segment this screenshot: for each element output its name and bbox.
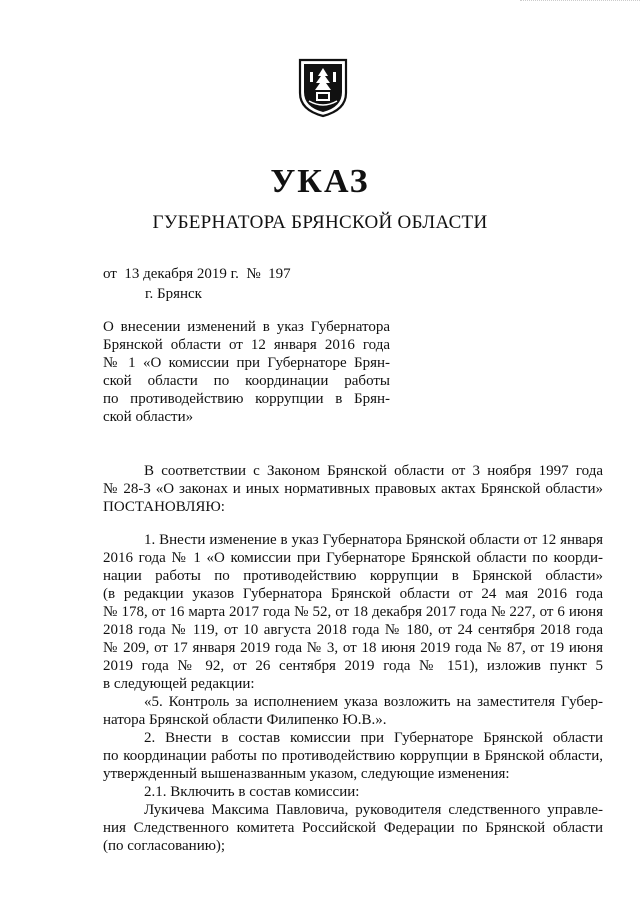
body-line: 2016 года № 1 «О комиссии при Губернаторе Брянской области по коорди-: [103, 550, 603, 566]
subject-line: ской области по координации работы: [103, 373, 390, 389]
preamble-line: В соответствии с Законом Брянской области от 3 ноября 1997 года: [144, 463, 603, 479]
subject-line: по противодействию коррупции в Брян-: [103, 391, 390, 407]
body-line: натора Брянской области Филипенко Ю.В.».: [103, 712, 387, 728]
body-line: Лукичева Максима Павловича, руководителя следственного управле-: [144, 802, 603, 818]
body-line: № 178, от 16 марта 2017 года № 52, от 18 декабря 2017 года № 227, от 6 июня: [103, 604, 603, 620]
subject-line: ской области»: [103, 409, 194, 425]
body-line: нации работы по противодействию коррупции в Брянской области»: [103, 568, 603, 584]
body-line: утвержденный вышеназванным указом, следующие изменения:: [103, 766, 510, 782]
body-line: по координации работы по противодействию коррупции в Брянской области,: [103, 748, 603, 764]
document-title: УКАЗ: [270, 163, 370, 200]
body-line: 2. Внести в состав комиссии при Губернаторе Брянской области: [144, 730, 603, 746]
top-edge-marks: [520, 0, 640, 5]
document-subject: [103, 318, 390, 426]
preamble-line: № 28-З «О законах и иных нормативных правовых актах Брянской области»: [103, 481, 603, 497]
body-line: 2.1. Включить в состав комиссии:: [144, 784, 360, 800]
body-line: № 209, от 17 января 2019 года № 3, от 18 июня 2019 года № 87, от 19 июня: [103, 640, 603, 656]
document-city: г. Брянск: [145, 286, 202, 302]
subject-line: Брянской области от 12 января 2016 года: [103, 337, 390, 353]
document-date-number: от 13 декабря 2019 г. № 197: [103, 266, 291, 282]
subject-line: № 1 «О комиссии при Губернаторе Брян-: [103, 355, 390, 371]
body-line: ния Следственного комитета Российской Федерации по Брянской области: [103, 820, 603, 836]
body-line: (в редакции указов Губернатора Брянской области от 24 мая 2016 года: [103, 586, 603, 602]
body-line: (по согласованию);: [103, 838, 226, 854]
document-body: [103, 531, 603, 855]
preamble-line: ПОСТАНОВЛЯЮ:: [103, 499, 225, 515]
body-line: 1. Внести изменение в указ Губернатора Брянской области от 12 января: [144, 532, 603, 548]
body-line: «5. Контроль за исполнением указа возложить на заместителя Губер-: [144, 694, 603, 710]
body-line: в следующей редакции:: [103, 676, 255, 692]
subject-line: О внесении изменений в указ Губернатора: [103, 319, 390, 335]
coat-of-arms-icon: [297, 57, 349, 119]
document-subtitle: ГУБЕРНАТОРА БРЯНСКОЙ ОБЛАСТИ: [152, 212, 488, 233]
document-preamble: [103, 462, 603, 516]
body-line: 2019 года № 92, от 26 сентября 2019 года № 151), изложив пункт 5: [103, 658, 603, 674]
body-line: 2018 года № 119, от 10 августа 2018 года № 180, от 24 сентября 2018 года: [103, 622, 603, 638]
